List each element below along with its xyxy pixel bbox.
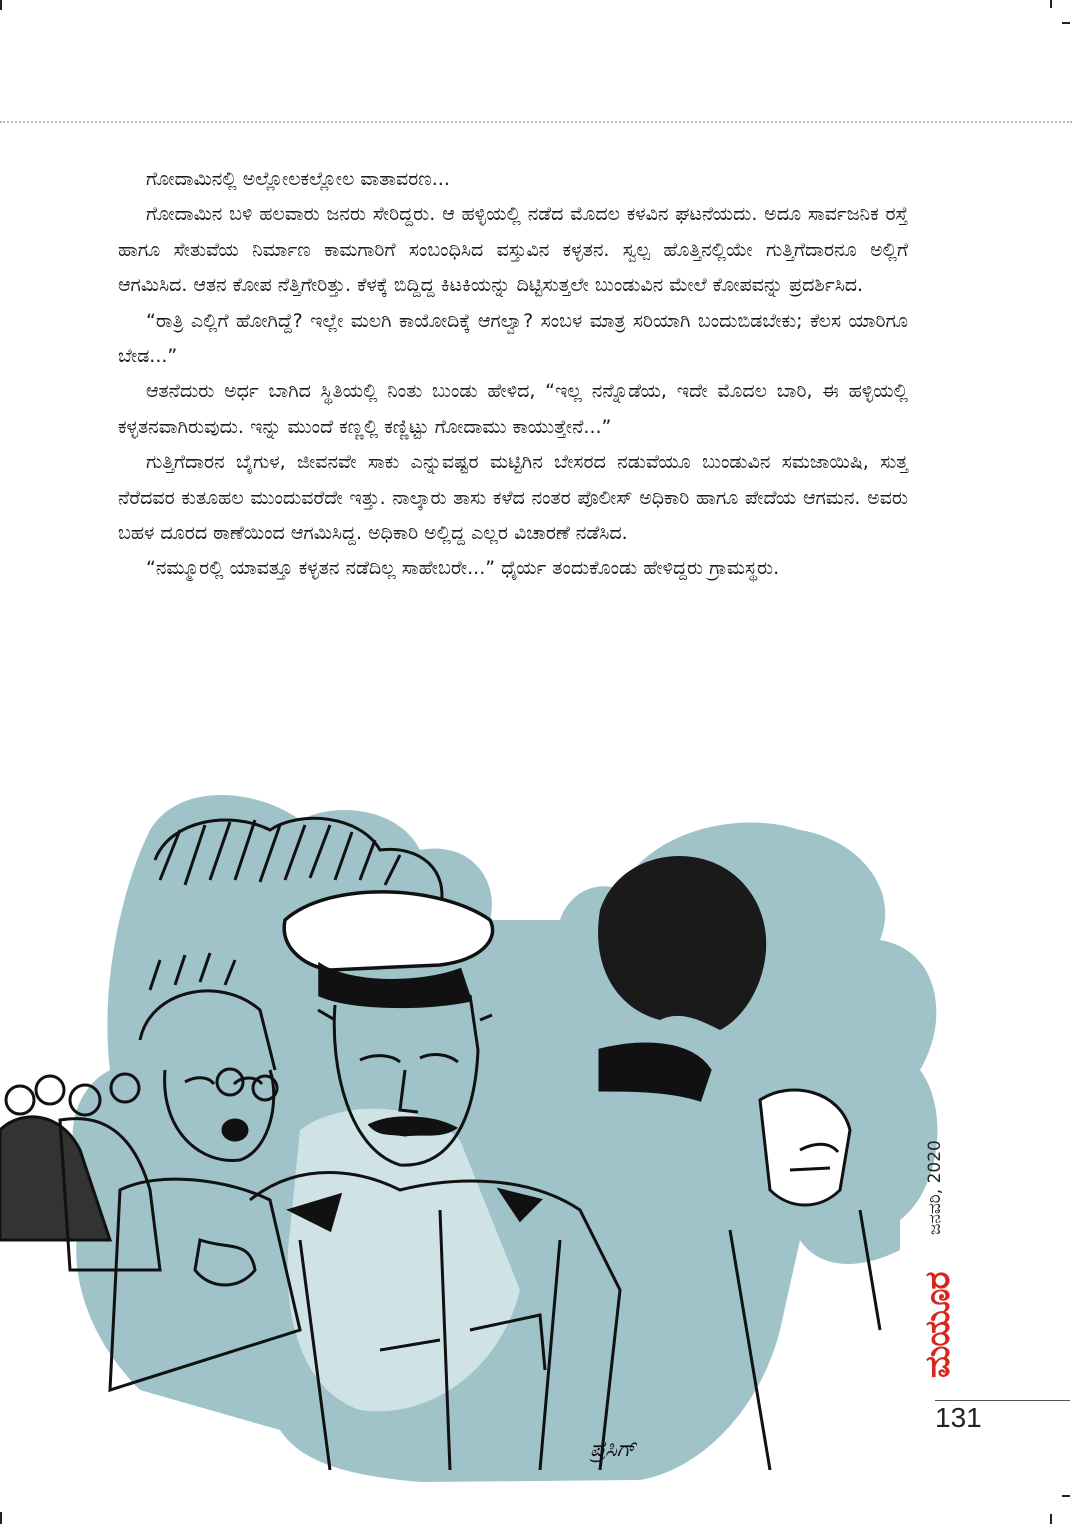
story-paragraph-6: “ನಮ್ಮೂರಲ್ಲಿ ಯಾವತ್ತೂ ಕಳ್ಳತನ ನಡೆದಿಲ್ಲ ಸಾಹೇಬರೇ...” ಧೈರ್ಯ ತಂದುಕೊಂಡು ಹೇಳಿದ್ದರು ಗ್ರಾಮಸ್ಥರು.	[146, 557, 780, 580]
story-text	[118, 162, 908, 587]
page-number-rule	[935, 1400, 1070, 1401]
header-dotted-rule	[0, 121, 1072, 123]
issue-date: ಜನವರಿ, 2020	[925, 1140, 945, 1235]
crop-mark-right-top	[1062, 22, 1070, 24]
crop-mark-bottom-right	[1050, 1514, 1052, 1524]
crop-mark-right-bottom	[1062, 1495, 1070, 1497]
ink-sketch	[0, 770, 960, 1490]
page-number: 131	[935, 1402, 982, 1433]
crop-mark-top-right	[1050, 0, 1052, 8]
illustrator-signature: ಪ್ರಸಿಗ್	[590, 1437, 636, 1462]
story-paragraph-5: ಗುತ್ತಿಗೆದಾರನ ಬೈಗುಳ, ಜೀವನವೇ ಸಾಕು ಎನ್ನುವಷ್ಟರ ಮಟ್ಟಿಗಿನ ಬೇಸರದ ನಡುವೆಯೂ ಬುಂಡುವಿನ ಸಮಜಾಯಿಷಿ, ಸುತ್ತ ನೆರೆದವರ ಕುತೂಹಲ ಮುಂದುವರೆದೇ ಇತ್ತು. ನಾಲ್ಕಾರು ತಾಸು ಕಳೆದ ನಂತರ ಪೊಲೀಸ್ ಅಧಿಕಾರಿ ಹಾಗೂ ಪೇದೆಯ ಆಗಮನ. ಅವರು ಬಹಳ ದೂರದ ಠಾಣೆಯಿಂದ ಆಗಮಿಸಿದ್ದ. ಅಧಿಕಾರಿ ಅಲ್ಲಿದ್ದ ಎಲ್ಲರ ವಿಚಾರಣೆ ನಡೆಸಿದ.	[118, 451, 908, 545]
story-paragraph-1: ಗೋದಾಮಿನಲ್ಲಿ ಅಲ್ಲೋಲಕಲ್ಲೋಲ ವಾತಾವರಣ...	[146, 168, 450, 190]
story-illustration	[0, 770, 960, 1490]
magazine-logo: ಮಯೂರ	[918, 1272, 958, 1378]
crop-mark-top-left	[0, 0, 2, 10]
crop-mark-bottom-left	[0, 1512, 2, 1524]
story-paragraph-4: ಆತನೆದುರು ಅರ್ಧ ಬಾಗಿದ ಸ್ಥಿತಿಯಲ್ಲಿ ನಿಂತು ಬುಂಡು ಹೇಳಿದ, “ಇಲ್ಲ ನನ್ನೊಡೆಯ, ಇದೇ ಮೊದಲ ಬಾರಿ, ಈ ಹಳ್ಳಿಯಲ್ಲಿ ಕಳ್ಳತನವಾಗಿರುವುದು. ಇನ್ನು ಮುಂದೆ ಕಣ್ಣಲ್ಲಿ ಕಣ್ಣಿಟ್ಟು ಗೋದಾಮು ಕಾಯುತ್ತೇನೆ...”	[118, 380, 908, 438]
story-paragraph-3: “ರಾತ್ರಿ ಎಲ್ಲಿಗೆ ಹೋಗಿದ್ದೆ? ಇಲ್ಲೇ ಮಲಗಿ ಕಾಯೋದಿಕ್ಕೆ ಆಗಲ್ವಾ? ಸಂಬಳ ಮಾತ್ರ ಸರಿಯಾಗಿ ಬಂದುಬಿಡಬೇಕು; ಕೆಲಸ ಯಾರಿಗೂ ಬೇಡ...”	[118, 309, 908, 368]
story-paragraph-2: ಗೋದಾಮಿನ ಬಳಿ ಹಲವಾರು ಜನರು ಸೇರಿದ್ದರು. ಆ ಹಳ್ಳಿಯಲ್ಲಿ ನಡೆದ ಮೊದಲ ಕಳವಿನ ಘಟನೆಯದು. ಅದೂ ಸಾರ್ವಜನಿಕ ರಸ್ತೆ ಹಾಗೂ ಸೇತುವೆಯ ನಿರ್ಮಾಣ ಕಾಮಗಾರಿಗೆ ಸಂಬಂಧಿಸಿದ ವಸ್ತುವಿನ ಕಳ್ಳತನ. ಸ್ವಲ್ಪ ಹೊತ್ತಿನಲ್ಲಿಯೇ ಗುತ್ತಿಗೆದಾರನೂ ಅಲ್ಲಿಗೆ ಆಗಮಿಸಿದ. ಆತನ ಕೋಪ ನೆತ್ತಿಗೇರಿತ್ತು. ಕೆಳಕ್ಕೆ ಬಿದ್ದಿದ್ದ ಕಿಟಕಿಯನ್ನು ದಿಟ್ಟಿಸುತ್ತಲೇ ಬುಂಡುವಿನ ಮೇಲೆ ಕೋಪವನ್ನು ಪ್ರದರ್ಶಿಸಿದ.	[118, 203, 908, 297]
